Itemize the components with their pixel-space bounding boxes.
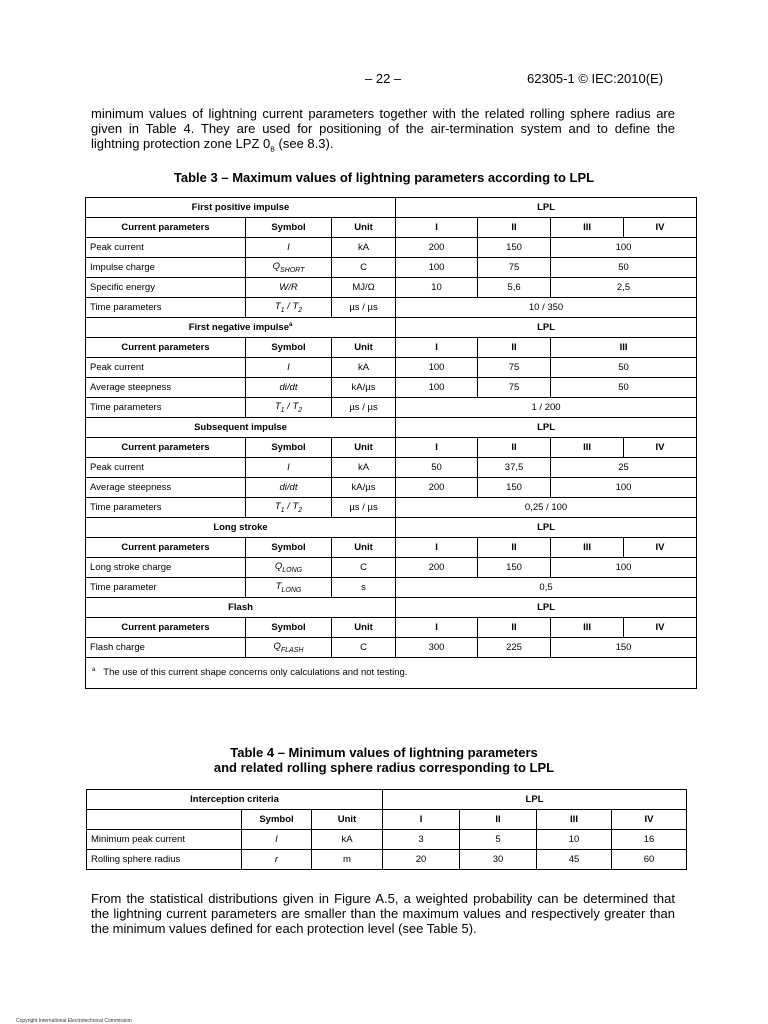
param-name: Time parameter: [86, 578, 246, 598]
footnote-marker: a: [92, 667, 96, 674]
value-i: 50: [396, 458, 478, 478]
s4-title-row: [86, 518, 697, 538]
s1-header-row: [86, 218, 697, 238]
param-unit: kA/µs: [332, 378, 396, 398]
param-name: Peak current: [86, 458, 246, 478]
col-symbol: Symbol: [246, 538, 332, 558]
value-iv: 60: [612, 850, 687, 870]
col-lpl-iv: IV: [624, 438, 697, 458]
param-unit: s: [332, 578, 396, 598]
value-iv: 16: [612, 830, 687, 850]
value-ii: 150: [478, 238, 551, 258]
param-symbol: $Q_{LONG}$: [246, 558, 332, 578]
param-name: Peak current: [86, 238, 246, 258]
param-name: Time parameters: [86, 398, 246, 418]
param-unit: kA: [332, 238, 396, 258]
col-lpl-ii: II: [460, 810, 537, 830]
param-name: Long stroke charge: [86, 558, 246, 578]
col-symbol: Symbol: [246, 338, 332, 358]
value-iii-iv: 100: [551, 478, 697, 498]
col-lpl-iv: IV: [612, 810, 687, 830]
s1-title-row: [86, 198, 697, 218]
param-symbol: I: [246, 358, 332, 378]
param-symbol: r: [242, 850, 312, 870]
col-unit: Unit: [312, 810, 383, 830]
table-row: [86, 398, 697, 418]
param-symbol: $T_1 / T_2$: [246, 498, 332, 518]
col-unit: Unit: [332, 538, 396, 558]
param-unit: kA/µs: [332, 478, 396, 498]
lpl-header: LPL: [396, 598, 697, 618]
lpl-header: LPL: [396, 198, 697, 218]
value-i: 100: [396, 358, 478, 378]
param-name: Time parameters: [86, 298, 246, 318]
param-name: Impulse charge: [86, 258, 246, 278]
param-unit: m: [312, 850, 383, 870]
value-iii: 50: [551, 378, 697, 398]
footnote-marker: a: [289, 321, 293, 328]
table4: [86, 789, 687, 870]
param-unit: kA: [312, 830, 383, 850]
table-row: [87, 830, 687, 850]
param-name: Specific energy: [86, 278, 246, 298]
table-row: [86, 638, 697, 658]
col-current-parameters: Current parameters: [86, 338, 246, 358]
intro-text: minimum values of lightning current parameters together with the related rolling sphere radius are given in Table 4. They are used for positioning of the air-termination system and to define the lightning protection zone LPZ 0: [91, 106, 675, 151]
value-iii: 45: [537, 850, 612, 870]
col-lpl-iv: IV: [624, 538, 697, 558]
table3-caption: Table 3 – Maximum values of lightning parameters according to LPL: [173, 170, 595, 185]
col-lpl-iii: III: [551, 618, 624, 638]
param-symbol: I: [246, 458, 332, 478]
value-ii: 5: [460, 830, 537, 850]
param-unit: MJ/Ω: [332, 278, 396, 298]
value-all: 0,25 / 100: [396, 498, 697, 518]
col-lpl-ii: II: [478, 338, 551, 358]
table-row: [86, 578, 697, 598]
lpl-header: LPL: [396, 418, 697, 438]
col-unit: Unit: [332, 218, 396, 238]
value-iii: 50: [551, 358, 697, 378]
table-row: [86, 498, 697, 518]
s2-title-row: [86, 318, 697, 338]
value-i: 300: [396, 638, 478, 658]
param-symbol: di/dt: [246, 478, 332, 498]
value-iii-iv: 100: [551, 238, 697, 258]
param-symbol: $T_1 / T_2$: [246, 298, 332, 318]
param-unit: C: [332, 258, 396, 278]
value-i: 200: [396, 558, 478, 578]
table-row: [86, 278, 697, 298]
param-symbol: W/R: [246, 278, 332, 298]
value-iii-iv: 100: [551, 558, 697, 578]
intro-tail: (see 8.3).: [274, 136, 334, 151]
col-symbol: Symbol: [246, 618, 332, 638]
s2-header-row: [86, 338, 697, 358]
table4-caption: [0, 745, 768, 775]
section-title: Long stroke: [86, 518, 396, 538]
value-ii: 75: [478, 378, 551, 398]
param-symbol: $T_1 / T_2$: [246, 398, 332, 418]
col-symbol: Symbol: [242, 810, 312, 830]
table-row: [86, 558, 697, 578]
col-lpl-iii: III: [551, 438, 624, 458]
col-unit: Unit: [332, 438, 396, 458]
table-row: [86, 358, 697, 378]
col-unit: Unit: [332, 618, 396, 638]
col-lpl-iii: III: [551, 338, 697, 358]
col-lpl-ii: II: [478, 538, 551, 558]
col-lpl-iii: III: [551, 538, 624, 558]
section-title: Flash: [86, 598, 396, 618]
param-unit: kA: [332, 458, 396, 478]
col-lpl-i: I: [396, 438, 478, 458]
param-name: Average steepness: [86, 378, 246, 398]
param-unit: µs / µs: [332, 298, 396, 318]
param-unit: µs / µs: [332, 398, 396, 418]
lpl-header: LPL: [396, 318, 697, 338]
section-title: First positive impulse: [86, 198, 396, 218]
col-current-parameters: Current parameters: [86, 618, 246, 638]
col-lpl-i: I: [396, 618, 478, 638]
lpl-header: LPL: [396, 518, 697, 538]
value-i: 3: [383, 830, 460, 850]
value-iii-iv: 25: [551, 458, 697, 478]
value-ii: 75: [478, 258, 551, 278]
col-symbol: Symbol: [246, 218, 332, 238]
value-iii-iv: 50: [551, 258, 697, 278]
value-i: 200: [396, 478, 478, 498]
table-row: [86, 458, 697, 478]
col-lpl-i: I: [396, 218, 478, 238]
section-title: First negative impulse$^a$: [86, 318, 396, 338]
value-iii-iv: 2,5: [551, 278, 697, 298]
value-iii-iv: 150: [551, 638, 697, 658]
col-lpl-i: I: [396, 338, 478, 358]
param-name: Flash charge: [86, 638, 246, 658]
col-lpl-iii: III: [551, 218, 624, 238]
param-name: Time parameters: [86, 498, 246, 518]
table4-caption-line1: Table 4 – Minimum values of lightning parameters: [230, 745, 538, 760]
col-lpl-iv: IV: [624, 218, 697, 238]
empty-header-cell: [87, 810, 242, 830]
t4-title-row: [87, 790, 687, 810]
param-unit: µs / µs: [332, 498, 396, 518]
s3-header-row: [86, 438, 697, 458]
param-name: Minimum peak current: [87, 830, 242, 850]
value-i: 100: [396, 258, 478, 278]
value-i: 200: [396, 238, 478, 258]
value-all: 10 / 350: [396, 298, 697, 318]
intro-sub: B: [270, 146, 275, 154]
value-i: 20: [383, 850, 460, 870]
col-current-parameters: Current parameters: [86, 538, 246, 558]
footnote-text: The use of this current shape concerns only calculations and not testing.: [103, 667, 408, 679]
value-ii: 37,5: [478, 458, 551, 478]
copyright-footer: Copyright International Electrotechnical Commission: [16, 1018, 132, 1024]
col-lpl-iii: III: [537, 810, 612, 830]
table-row: [86, 238, 697, 258]
table-row: [86, 258, 697, 278]
value-ii: 30: [460, 850, 537, 870]
param-symbol: I: [246, 238, 332, 258]
table3: [85, 197, 697, 689]
table-row: [87, 850, 687, 870]
col-lpl-ii: II: [478, 618, 551, 638]
table-row: [86, 298, 697, 318]
page-number: – 22 –: [365, 71, 402, 86]
col-current-parameters: Current parameters: [86, 218, 246, 238]
param-name: Average steepness: [86, 478, 246, 498]
value-all: 0,5: [396, 578, 697, 598]
table-footnote: [86, 658, 697, 689]
param-unit: kA: [332, 358, 396, 378]
table4-caption-line2: and related rolling sphere radius corresponding to LPL: [213, 760, 555, 775]
s5-header-row: [86, 618, 697, 638]
param-symbol: $Q_{FLASH}$: [246, 638, 332, 658]
section-title: Subsequent impulse: [86, 418, 396, 438]
value-ii: 150: [478, 558, 551, 578]
table-row: [86, 378, 697, 398]
param-symbol: $Q_{SHORT}$: [246, 258, 332, 278]
param-symbol: $T_{LONG}$: [246, 578, 332, 598]
param-name: Peak current: [86, 358, 246, 378]
param-unit: C: [332, 558, 396, 578]
lpl-header: LPL: [383, 790, 687, 810]
value-ii: 225: [478, 638, 551, 658]
intro-paragraph: [91, 106, 675, 158]
s5-title-row: [86, 598, 697, 618]
value-ii: 75: [478, 358, 551, 378]
table-row: [86, 478, 697, 498]
value-ii: 5,6: [478, 278, 551, 298]
param-symbol: di/dt: [246, 378, 332, 398]
col-lpl-ii: II: [478, 218, 551, 238]
document-reference: 62305-1 © IEC:2010(E): [527, 71, 664, 86]
t4-header-row: [87, 810, 687, 830]
value-i: 10: [396, 278, 478, 298]
value-iii: 10: [537, 830, 612, 850]
col-symbol: Symbol: [246, 438, 332, 458]
value-all: 1 / 200: [396, 398, 697, 418]
param-unit: C: [332, 638, 396, 658]
s3-title-row: [86, 418, 697, 438]
col-lpl-ii: II: [478, 438, 551, 458]
footnote-row: [86, 658, 697, 689]
s4-header-row: [86, 538, 697, 558]
value-i: 100: [396, 378, 478, 398]
col-unit: Unit: [332, 338, 396, 358]
param-name: Rolling sphere radius: [87, 850, 242, 870]
param-symbol: I: [242, 830, 312, 850]
col-lpl-i: I: [383, 810, 460, 830]
value-ii: 150: [478, 478, 551, 498]
col-current-parameters: Current parameters: [86, 438, 246, 458]
closing-paragraph: From the statistical distributions given in Figure A.5, a weighted probability can be determined that the lightning current parameters are smaller than the maximum values and respectively greater than the minimum values defined for each protection level (see Table 5).: [91, 891, 675, 936]
col-lpl-iv: IV: [624, 618, 697, 638]
col-lpl-i: I: [396, 538, 478, 558]
interception-criteria-header: Interception criteria: [87, 790, 383, 810]
